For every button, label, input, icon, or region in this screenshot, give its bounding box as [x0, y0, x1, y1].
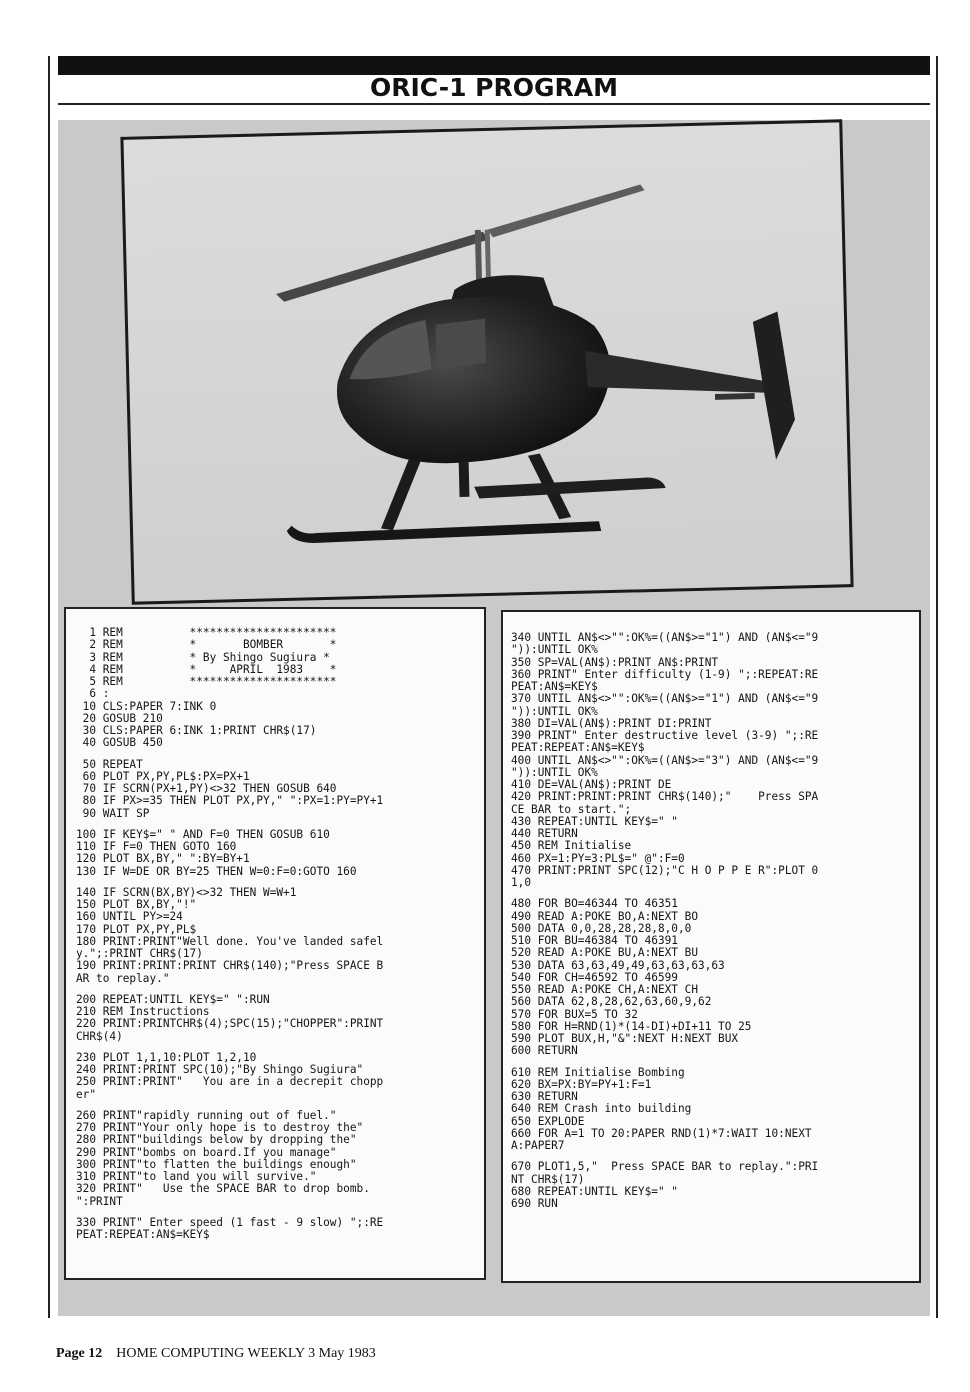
header-rule [58, 103, 930, 105]
code-line: 470 PRINT:PRINT SPC(12);"C H O P P E R":PLOT 0 [511, 863, 819, 877]
code-line: 180 PRINT:PRINT"Well done. You've landed safel [76, 934, 384, 948]
code-line: 290 PRINT"bombs on board.If you manage" [76, 1145, 337, 1159]
publication-info: HOME COMPUTING WEEKLY 3 May 1983 [116, 1346, 376, 1361]
code-line: ")):UNTIL OK% [511, 765, 598, 779]
code-line: 140 IF SCRN(BX,BY)<>32 THEN W=W+1 [76, 885, 297, 899]
code-line: 640 REM Crash into building [511, 1102, 692, 1116]
code-line: 510 FOR BU=46384 TO 46391 [511, 934, 678, 947]
code-line: 20 GOSUB 210 [76, 711, 163, 725]
code-line: 280 PRINT"buildings below by dropping the" [76, 1133, 357, 1147]
code-line: ")):UNTIL OK% [511, 643, 598, 657]
code-line: 270 PRINT"Your only hope is to destroy the" [76, 1121, 364, 1134]
page-rule-right [936, 56, 938, 1318]
page-footer [56, 1346, 376, 1362]
code-line: 630 RETURN [511, 1090, 578, 1103]
code-line: 40 GOSUB 450 [76, 736, 163, 750]
code-line: er" [76, 1087, 97, 1101]
code-line: 90 WAIT SP [76, 806, 150, 820]
code-line: 260 PRINT"rapidly running out of fuel." [76, 1108, 337, 1122]
code-line: 5 REM ********************** [76, 675, 337, 688]
code-line: 440 RETURN [511, 827, 578, 840]
code-line: 160 UNTIL PY>=24 [76, 910, 183, 924]
helicopter-illustration [123, 122, 850, 601]
code-line: 70 IF SCRN(PX+1,PY)<>32 THEN GOSUB 640 [76, 782, 337, 795]
code-line: 460 PX=1:PY=3:PL$=" @":F=0 [511, 851, 685, 865]
code-line: 360 PRINT" Enter difficulty (1-9) ";:REPEAT:RE [511, 667, 819, 681]
code-line: NT CHR$(17) [511, 1172, 585, 1186]
code-line: 2 REM * BOMBER * [76, 638, 337, 652]
code-line: PEAT:REPEAT:AN$=KEY$ [76, 1228, 210, 1241]
helicopter-photo [120, 119, 853, 605]
code-line: 520 READ A:POKE BU,A:NEXT BU [511, 946, 699, 960]
code-line: 370 UNTIL AN$<>"":OK%=((AN$>="1") AND (AN$<="9 [511, 692, 819, 706]
code-line: 100 IF KEY$=" " AND F=0 THEN GOSUB 610 [76, 827, 330, 841]
code-line: A:PAPER7 [511, 1139, 565, 1152]
code-line: PEAT:REPEAT:AN$=KEY$ [511, 741, 645, 755]
code-line: CHR$(4) [76, 1029, 123, 1043]
code-line: 380 DI=VAL(AN$):PRINT DI:PRINT [511, 716, 712, 730]
code-line: 30 CLS:PAPER 6:INK 1:PRINT CHR$(17) [76, 724, 317, 737]
code-line: 680 REPEAT:UNTIL KEY$=" " [511, 1184, 678, 1198]
code-line: 620 BX=PX:BY=PY+1:F=1 [511, 1077, 652, 1091]
code-line: 650 EXPLODE [511, 1114, 585, 1128]
code-line: 600 RETURN [511, 1044, 578, 1058]
code-line: 50 REPEAT [76, 757, 143, 771]
code-line: 500 DATA 0,0,28,28,28,8,0,0 [511, 921, 692, 935]
code-line: 430 REPEAT:UNTIL KEY$=" " [511, 814, 678, 828]
code-line: 10 CLS:PAPER 7:INK 0 [76, 699, 217, 713]
code-line: 110 IF F=0 THEN GOTO 160 [76, 840, 237, 853]
code-line: 550 READ A:POKE CH,A:NEXT CH [511, 983, 699, 996]
code-line: 420 PRINT:PRINT:PRINT CHR$(140);" Press SPA [511, 790, 819, 804]
page-number: Page 12 [56, 1346, 103, 1361]
code-line: 670 PLOT1,5," Press SPACE BAR to replay.":PRI [511, 1160, 819, 1174]
code-line: 410 DE=VAL(AN$):PRINT DE [511, 778, 672, 791]
code-line: 6 : [76, 687, 110, 701]
code-line: 80 IF PX>=35 THEN PLOT PX,PY," ":PX=1:PY=PY+1 [76, 794, 384, 808]
code-line: 340 UNTIL AN$<>"":OK%=((AN$>="1") AND (AN$<="9 [511, 631, 819, 644]
code-line: PEAT:AN$=KEY$ [511, 680, 598, 693]
code-line: 4 REM * APRIL 1983 * [76, 662, 337, 676]
code-line: 240 PRINT:PRINT SPC(10);"By Shingo Sugiura" [76, 1063, 364, 1076]
code-line: 3 REM * By Shingo Sugiura * [76, 650, 330, 664]
code-line: ":PRINT [76, 1194, 123, 1208]
code-line: 1 REM ********************** [76, 626, 337, 639]
page-rule-left [48, 56, 50, 1318]
code-line: 130 IF W=DE OR BY=25 THEN W=0:F=0:GOTO 160 [76, 864, 357, 878]
code-line: 660 FOR A=1 TO 20:PAPER RND(1)*7:WAIT 10:NEXT [511, 1126, 812, 1140]
code-line: 350 SP=VAL(AN$):PRINT AN$:PRINT [511, 655, 719, 669]
code-line: 590 PLOT BUX,H,"&":NEXT H:NEXT BUX [511, 1032, 739, 1045]
code-listing-right [501, 610, 921, 1283]
code-line: 490 READ A:POKE BO,A:NEXT BO [511, 909, 699, 923]
code-line: 690 RUN [511, 1197, 558, 1210]
code-line: 330 PRINT" Enter speed (1 fast - 9 slow) ";:RE [76, 1215, 384, 1229]
code-line: 580 FOR H=RND(1)*(14-DI)+DI+11 TO 25 [511, 1019, 752, 1033]
code-line: 1,0 [511, 876, 532, 889]
code-line: ")):UNTIL OK% [511, 704, 598, 718]
code-line: 60 PLOT PX,PY,PL$:PX=PX+1 [76, 769, 250, 783]
code-line: 190 PRINT:PRINT:PRINT CHR$(140);"Press SPACE B [76, 959, 384, 973]
code-line: 120 PLOT BX,BY," ":BY=BY+1 [76, 852, 250, 866]
code-line: AR to replay." [76, 971, 170, 985]
code-line: 540 FOR CH=46592 TO 46599 [511, 970, 678, 984]
code-line: 400 UNTIL AN$<>"":OK%=((AN$>="3") AND (AN$<="9 [511, 753, 819, 767]
code-line: 310 PRINT"to land you will survive." [76, 1170, 317, 1183]
code-line: 450 REM Initialise [511, 839, 632, 853]
code-line: 250 PRINT:PRINT" You are in a decrepit chopp [76, 1075, 384, 1089]
code-line: 320 PRINT" Use the SPACE BAR to drop bomb. [76, 1182, 370, 1196]
code-line: 560 DATA 62,8,28,62,63,60,9,62 [511, 995, 712, 1009]
code-line: 200 REPEAT:UNTIL KEY$=" ":RUN [76, 992, 270, 1006]
code-listing-left [64, 607, 486, 1280]
code-line: 300 PRINT"to flatten the buildings enough" [76, 1157, 357, 1171]
code-line: 480 FOR BO=46344 TO 46351 [511, 897, 678, 911]
code-line: CE BAR to start."; [511, 802, 632, 816]
code-line: 170 PLOT PX,PY,PL$ [76, 922, 197, 936]
code-line: 610 REM Initialise Bombing [511, 1065, 685, 1079]
page-title: ORIC-1 PROGRAM [369, 73, 619, 102]
code-line: 530 DATA 63,63,49,49,63,63,63,63 [511, 958, 725, 972]
code-line: 570 FOR BUX=5 TO 32 [511, 1007, 638, 1021]
code-line: 390 PRINT" Enter destructive level (3-9) ";:RE [511, 729, 819, 742]
code-line: 220 PRINT:PRINTCHR$(4);SPC(15);"CHOPPER":PRINT [76, 1017, 384, 1031]
code-line: 230 PLOT 1,1,10:PLOT 1,2,10 [76, 1050, 257, 1064]
code-line: 210 REM Instructions [76, 1005, 210, 1018]
code-line: y.";:PRINT CHR$(17) [76, 947, 203, 960]
code-line: 150 PLOT BX,BY,"!" [76, 898, 197, 911]
